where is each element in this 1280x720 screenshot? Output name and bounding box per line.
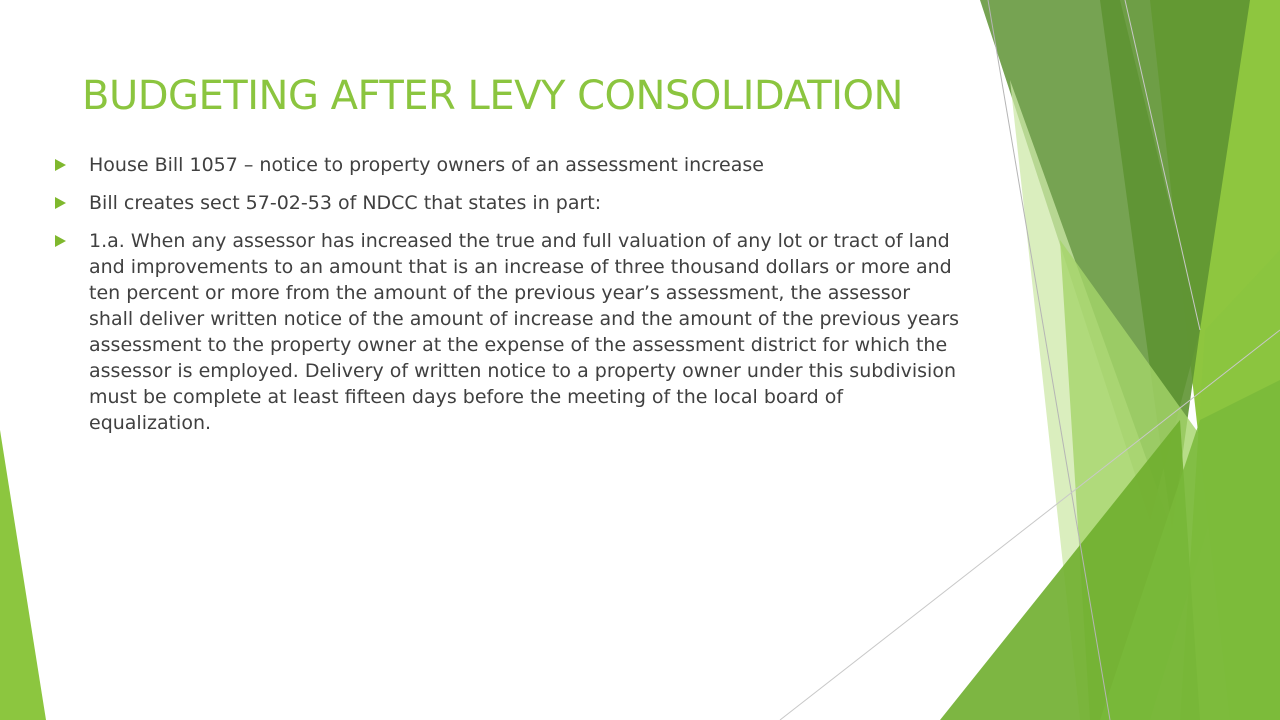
bullet-item [55, 190, 960, 216]
bullet-item [55, 228, 960, 436]
bullet-list [55, 152, 960, 448]
arrow-bullet-icon [55, 159, 66, 171]
bullet-text: Bill creates sect 57-02-53 of NDCC that states in part: [89, 192, 602, 214]
bullet-text: 1.a. When any assessor has increased the true and full valuation of any lot or tract of land and improvements to an amount that is an increase of three thousand dollars or more and ten percent or more from the amount of the previous year’s assessment, the assessor shall deliver written notice of the amount of increase and the amount of the previous years assessment to the property owner at the expense of the assessment district for which the assessor is employed. Delivery of written notice to a property owner under this subdivision must be complete at least fifteen days before the meeting of the local board of equalization. [89, 230, 960, 434]
bullet-item [55, 152, 960, 178]
slide-title: BUDGETING AFTER LEVY CONSOLIDATION [82, 73, 903, 119]
left-wedge-shape [0, 430, 46, 720]
arrow-bullet-icon [55, 235, 66, 247]
bullet-text: House Bill 1057 – notice to property owners of an assessment increase [89, 154, 764, 176]
arrow-bullet-icon [55, 197, 66, 209]
